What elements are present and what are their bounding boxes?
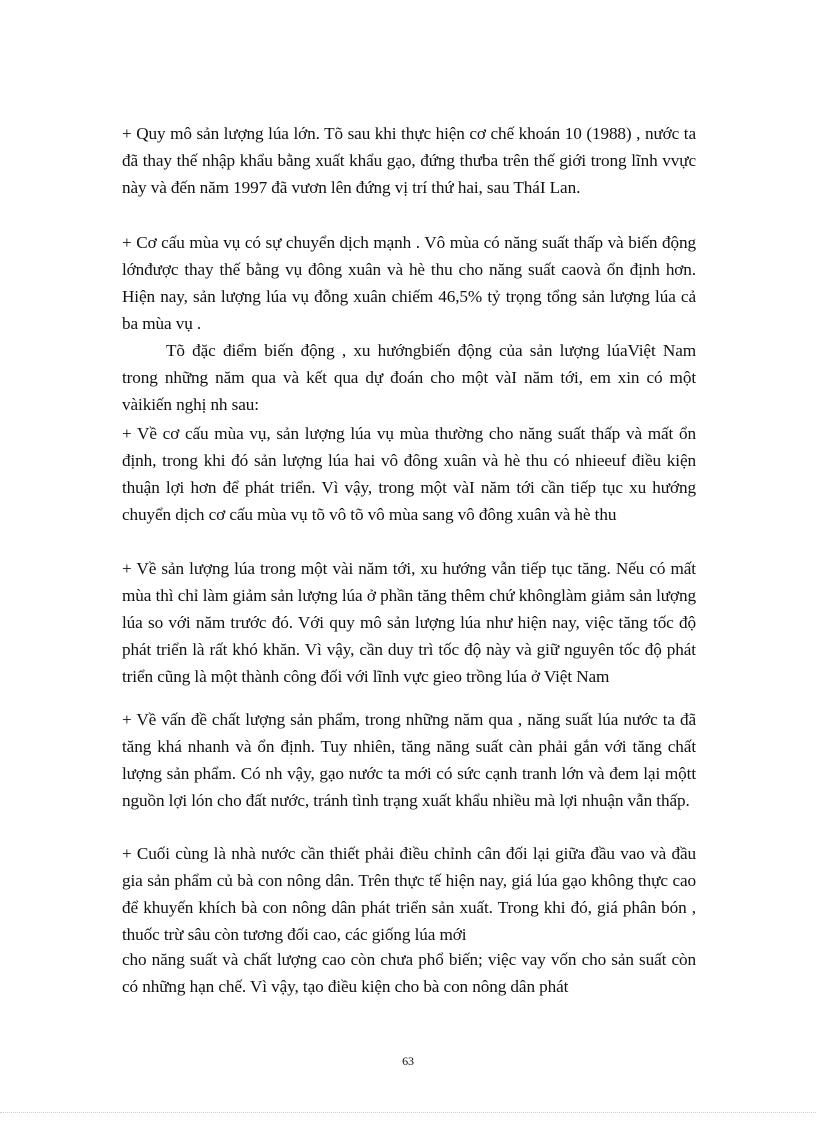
paragraph-output-trend: + Về sản lượng lúa trong một vài năm tới, xu hướng vẫn tiếp tục tăng. Nếu có mất mùa thì chỉ làm giảm sản lượng lúa ở phần tăng thêm chứ khônglàm giảm sản lượng lúa so với năm trước đó. Với quy mô sản lượng lúa như hiện nay, việc tăng tốc độ phát triển là rất khó khăn. Vì vậy, cần duy trì tốc độ này và giữ nguyên tốc độ phát triển cũng là một thành công đối với lĩnh vực gieo trồng lúa ở Việt Nam [122,559,696,686]
paragraph-recommendations-intro: Tõ đặc điểm biến động , xu hướngbiến động của sản lượng lúaViệt Nam trong những năm qua và kết qua dự đoán cho một vàI năm tới, em xin có một vàikiến nghị nh sau: [122,341,696,414]
paragraph-continuation: cho năng suất và chất lượng cao còn chưa phổ biến; việc vay vốn cho sản suất còn có những hạn chế. Vì vậy, tạo điều kiện cho bà con nông dân phát [122,950,696,996]
paragraph-rice-scale: + Quy mô sản lượng lúa lớn. Tõ sau khi thực hiện cơ chế khoán 10 (1988) , nước ta đã thay thế nhập khẩu bằng xuất khẩu gạo, đứng thưba trên thế giới trong lĩnh vvực này và đến năm 1997 đã vươn lên đứng vị trí thứ hai, sau TháI Lan. [122,124,696,197]
page-bottom-divider [0,1112,816,1113]
page-number: 63 [402,1054,414,1068]
paragraph-crop-season: + Về cơ cấu mùa vụ, sản lượng lúa vụ mùa thường cho năng suất thấp và mất ổn định, trong khi đó sản lượng lúa hai vô đông xuân và hè thu có nhieeuf điều kiện thuận lợi hơn để phát triển. Vì vậy, trong một vàI năm tới cần tiếp tục xu hướng chuyển dịch cơ cấu mùa vụ tõ vô tõ vô mùa sang vô đông xuân và hè thu [122,424,696,524]
paragraph-crop-structure: + Cơ cấu mùa vụ có sự chuyển dịch mạnh . Vô mùa có năng suất thấp và biến động lớnđược thay thế bằng vụ đông xuân và hè thu cho năng suất caovà ổn định hơn. Hiện nay, sản lượng lúa vụ đỗng xuân chiếm 46,5% tỷ trọng tổng sản lượng lúa cả ba mùa vụ . [122,233,696,333]
paragraph-product-quality: + Về vấn đề chất lượng sản phẩm, trong những năm qua , năng suất lúa nước ta đã tăng khá nhanh và ổn định. Tuy nhiên, tăng năng suất càn phải gắn với tăng chất lượng sản phẩm. Có nh vậy, gạo nước ta mới có sức cạnh tranh lớn và đem lại mộtt nguồn lợi lón cho đất nước, tránh tình trạng xuất khẩu nhiều mà lợi nhuận vẫn thấp. [122,710,696,810]
paragraph-state-policy: + Cuối cùng là nhà nước cần thiết phải điều chỉnh cân đối lại giữa đầu vao và đầu gia sản phẩm củ bà con nông dân. Trên thực tế hiện nay, giá lúa gạo không thực cao để khuyến khích bà con nông dân phát triển sản xuất. Trong khi đó, giá phân bón , thuốc trừ sâu còn tương đối cao, các giống lúa mới [122,844,696,944]
